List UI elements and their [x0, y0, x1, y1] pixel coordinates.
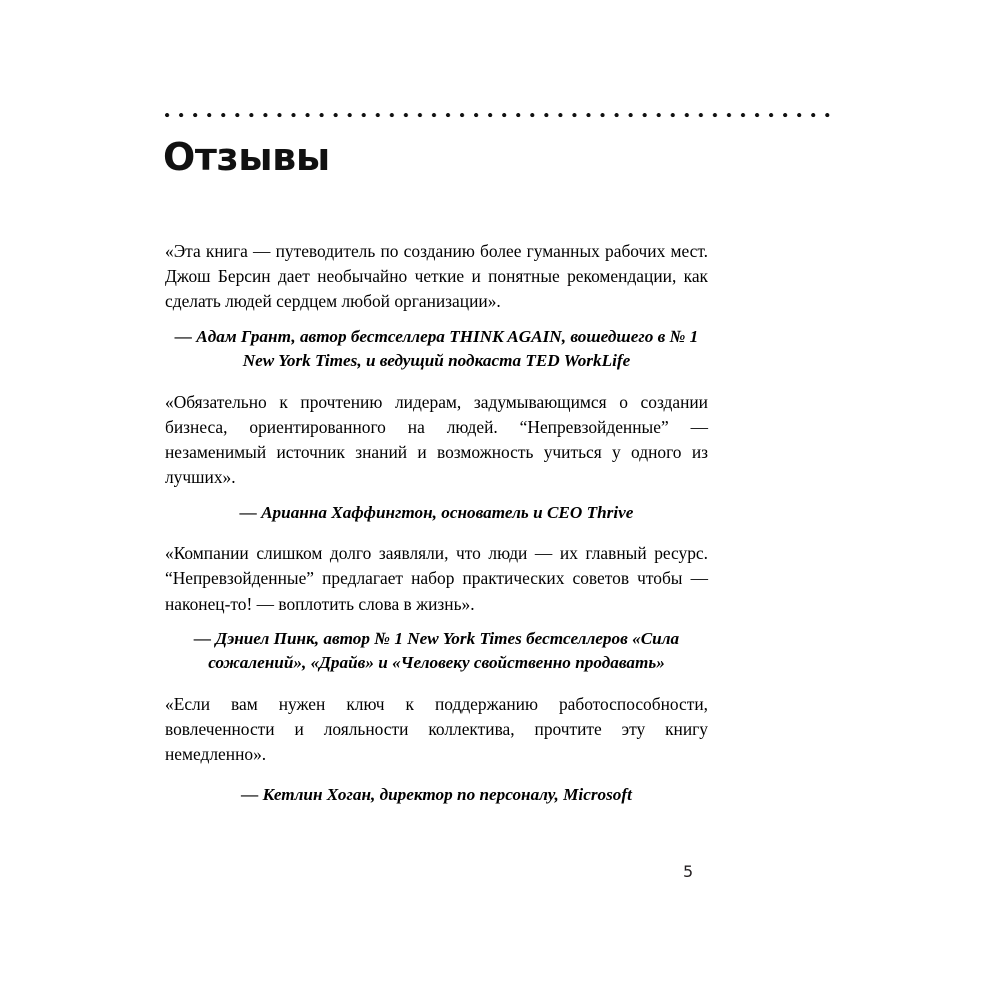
endorsements-column — [165, 239, 708, 818]
endorsement-attribution: — Адам Грант, автор бестселлера THINK AGAIN, вошедшего в № 1 New York Times, и ведущий подкаста TED WorkLife — [174, 326, 699, 371]
dotted-rule-decoration — [165, 113, 839, 118]
endorsement-quote: «Компании слишком долго заявляли, что люди — их главный ресурс. “Непревзойденные” предлагает набор практических советов чтобы — наконец-то! — воплотить слова в жизнь». — [165, 543, 708, 614]
endorsement-attribution: — Кетлин Хоган, директор по персоналу, Microsoft — [241, 784, 632, 804]
endorsement-attribution: — Арианна Хаффингтон, основатель и CEO Thrive — [239, 502, 634, 522]
endorsement-attribution: — Дэниел Пинк, автор № 1 New York Times бестселлеров «Сила сожалений», «Драйв» и «Человеку свойственно продавать» — [193, 628, 680, 673]
endorsement-quote: «Эта книга — путеводитель по созданию более гуманных рабочих мест. Джош Берсин дает необычайно четкие и понятные рекомендации, как сделать людей сердцем любой организации». — [165, 241, 708, 312]
page-title: Отзывы — [163, 135, 330, 179]
endorsement-quote: «Если вам нужен ключ к поддержанию работоспособности, вовлеченности и лояльности коллектива, прочтите эту книгу немедленно». — [165, 694, 708, 765]
page-number: 5 — [683, 862, 694, 881]
endorsement-quote: «Обязательно к прочтению лидерам, задумывающимся о создании бизнеса, ориентированного на людей. “Непревзойденные” — незаменимый источник знаний и возможность учиться у одного из лучших». — [165, 391, 708, 488]
